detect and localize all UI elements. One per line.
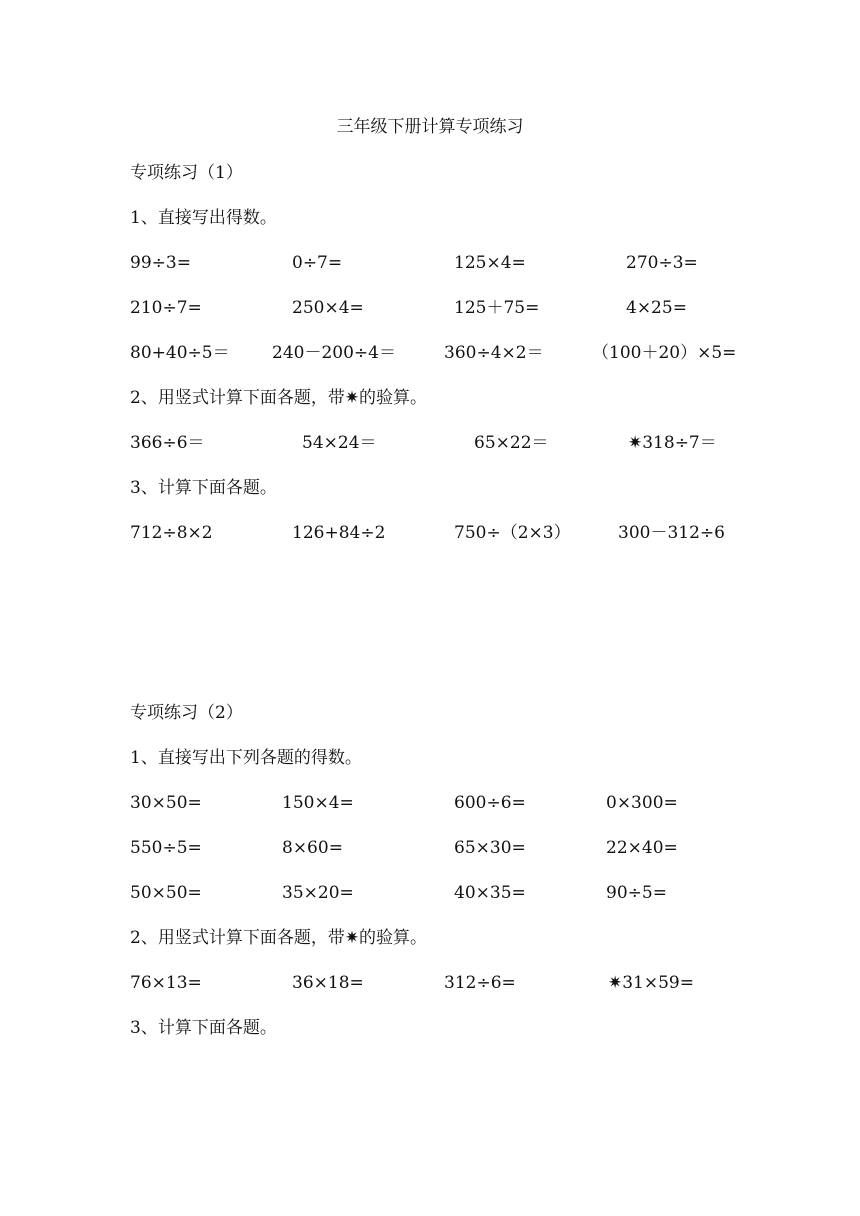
- problem: 550÷5=: [130, 838, 202, 858]
- problem: 0÷7=: [292, 253, 343, 273]
- problem: 30×50=: [130, 793, 202, 813]
- problem: 22×40=: [606, 838, 678, 858]
- problem: 750÷（2×3）: [454, 523, 571, 543]
- problem: 40×35=: [454, 883, 526, 903]
- problem: 125＋75=: [454, 298, 540, 318]
- problem: 4×25=: [626, 298, 687, 318]
- section2-q3-label: 3、计算下面各题。: [130, 1018, 277, 1038]
- section1-q1-label: 1、直接写出得数。: [130, 208, 277, 228]
- problem: 126+84÷2: [292, 523, 386, 543]
- problem: 99÷3=: [130, 253, 191, 273]
- section1-heading: 专项练习（1）: [130, 163, 243, 183]
- problem: （100＋20）×5=: [592, 343, 737, 363]
- problem: 300－312÷6: [618, 523, 725, 543]
- problem: 80+40÷5＝: [130, 343, 230, 363]
- problem: 712÷8×2: [130, 523, 213, 543]
- problem: 366÷6＝: [130, 433, 205, 453]
- section2-q2-label: 2、用竖式计算下面各题，带✷的验算。: [130, 928, 428, 948]
- problem: ✷31×59=: [608, 973, 694, 993]
- section2-q1-label: 1、直接写出下列各题的得数。: [130, 748, 362, 768]
- problem: 35×20=: [282, 883, 354, 903]
- page-title: 三年级下册计算专项练习: [336, 117, 524, 137]
- problem: 76×13=: [130, 973, 202, 993]
- problem: 270÷3=: [626, 253, 698, 273]
- problem: 360÷4×2＝: [444, 343, 544, 363]
- problem: 36×18=: [292, 973, 364, 993]
- problem: 150×4=: [282, 793, 354, 813]
- section2-heading: 专项练习（2）: [130, 703, 243, 723]
- section1-q3-label: 3、计算下面各题。: [130, 478, 277, 498]
- problem: 210÷7=: [130, 298, 202, 318]
- problem: 65×30=: [454, 838, 526, 858]
- problem: 240－200÷4＝: [272, 343, 396, 363]
- problem: 90÷5=: [606, 883, 667, 903]
- problem: 250×4=: [292, 298, 364, 318]
- problem: ✷318÷7＝: [628, 433, 717, 453]
- problem: 0×300=: [606, 793, 678, 813]
- problem: 312÷6=: [444, 973, 516, 993]
- problem: 8×60=: [282, 838, 343, 858]
- section1-q2-label: 2、用竖式计算下面各题，带✷的验算。: [130, 388, 428, 408]
- problem: 65×22＝: [474, 433, 549, 453]
- problem: 125×4=: [454, 253, 526, 273]
- problem: 54×24＝: [302, 433, 377, 453]
- problem: 50×50=: [130, 883, 202, 903]
- problem: 600÷6=: [454, 793, 526, 813]
